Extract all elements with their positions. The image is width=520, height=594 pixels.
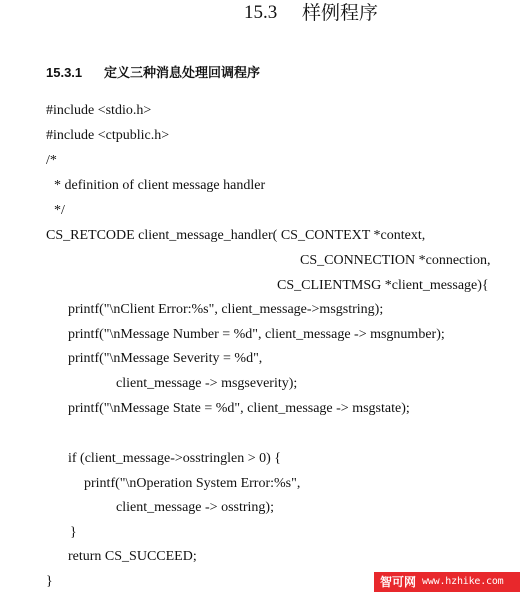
code-line: /* — [46, 153, 57, 168]
code-line: */ — [54, 203, 65, 218]
code-line: return CS_SUCCEED; — [68, 549, 197, 564]
code-line: if (client_message->osstringlen > 0) { — [68, 451, 282, 466]
code-line: client_message -> osstring); — [116, 500, 274, 515]
code-line: CS_CONNECTION *connection, — [300, 253, 491, 268]
watermark-url: www.hzhike.com — [422, 576, 504, 587]
section-title: 定义三种消息处理回调程序 — [104, 66, 261, 81]
section-heading — [46, 63, 260, 83]
code-line: printf("\nOperation System Error:%s", — [84, 476, 301, 491]
code-line: CS_CLIENTMSG *client_message){ — [277, 278, 489, 293]
section-number: 15.3.1 — [46, 65, 83, 80]
code-line: } — [70, 525, 77, 540]
code-line: #include <stdio.h> — [46, 103, 152, 118]
site-watermark — [374, 572, 520, 592]
code-line: client_message -> msgseverity); — [116, 376, 298, 391]
code-line: } — [46, 574, 53, 589]
code-line: * definition of client message handler — [54, 178, 266, 193]
code-line: printf("\nMessage State = %d", client_message -> msgstate); — [68, 401, 410, 416]
page-header — [0, 0, 520, 30]
watermark-brand: 智可网 — [380, 575, 417, 589]
code-line: CS_RETCODE client_message_handler( CS_CONTEXT *context, — [46, 228, 426, 243]
chapter-section-title: 样例程序 — [302, 2, 379, 24]
code-line: printf("\nMessage Number = %d", client_message -> msgnumber); — [68, 327, 445, 342]
chapter-section-number: 15.3 — [244, 2, 278, 23]
code-line: printf("\nClient Error:%s", client_message->msgstring); — [68, 302, 384, 317]
code-line: printf("\nMessage Severity = %d", — [68, 351, 263, 366]
code-line: #include <ctpublic.h> — [46, 128, 170, 143]
